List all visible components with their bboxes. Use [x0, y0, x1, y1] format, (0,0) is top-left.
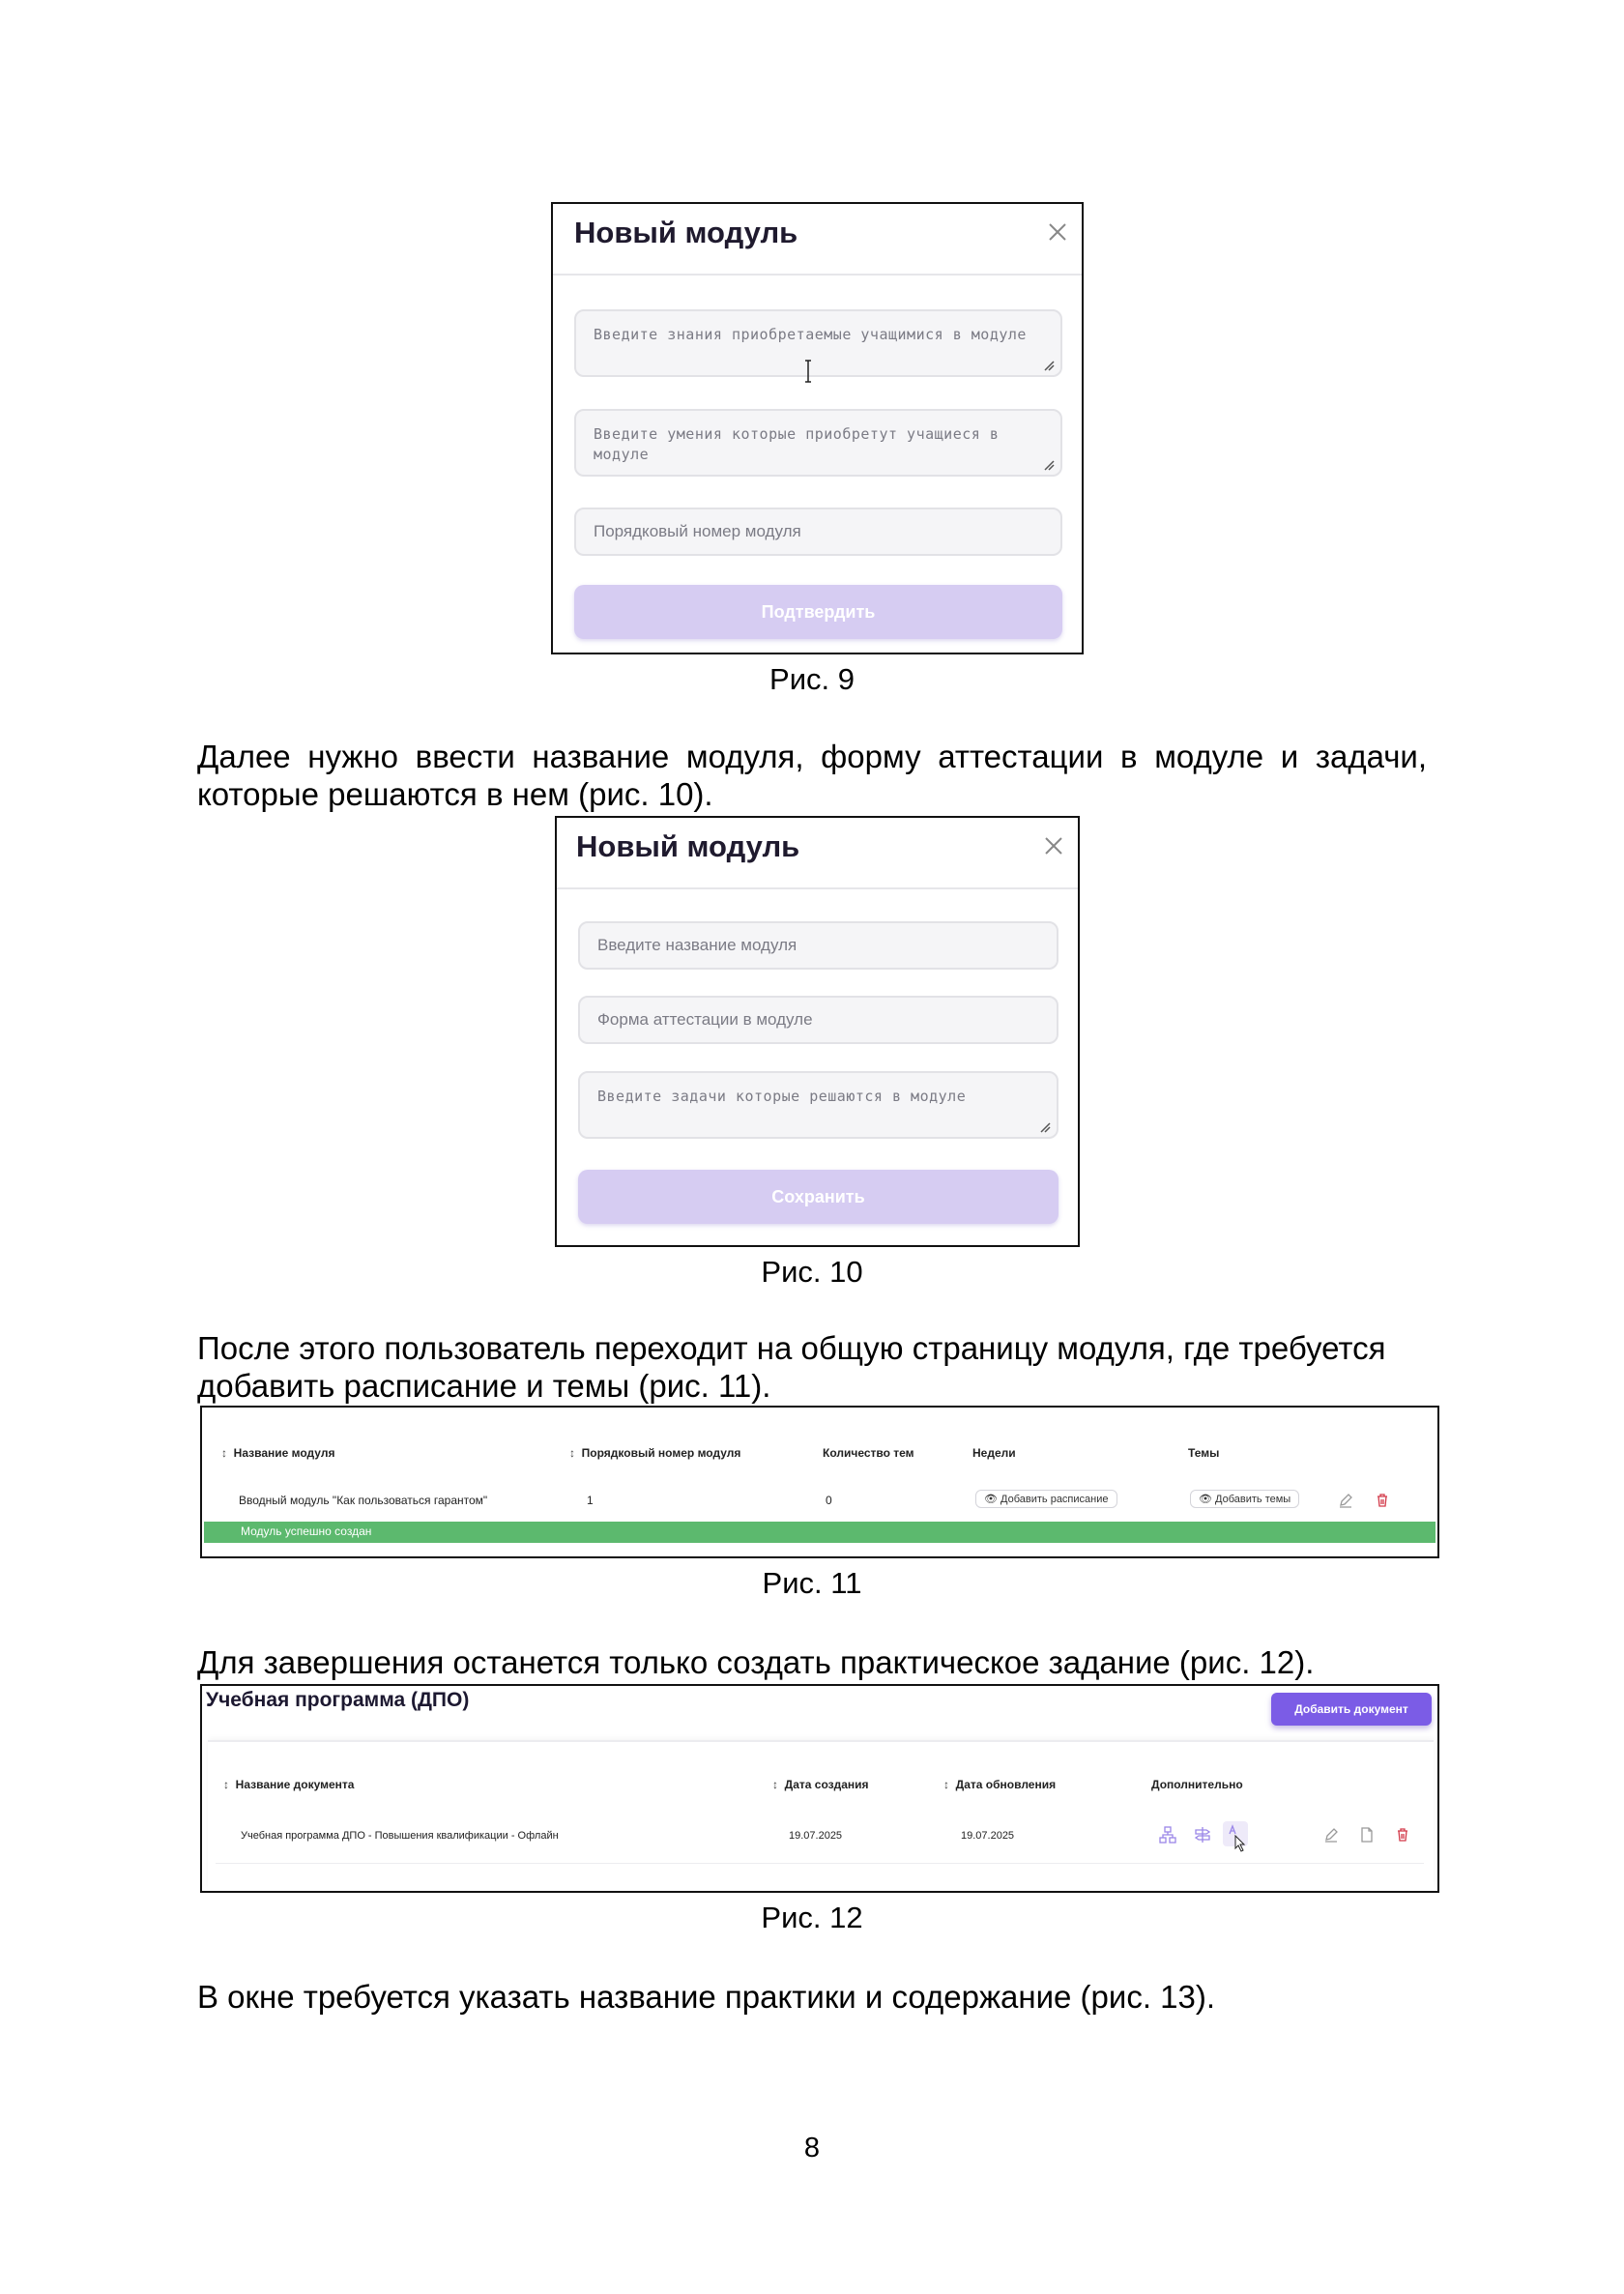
paragraph: В окне требуется указать название практики и содержание (рис. 13). [197, 1979, 1216, 2015]
attestation-input[interactable] [578, 996, 1058, 1044]
fig9-modal [551, 202, 1084, 654]
close-icon[interactable] [1043, 835, 1064, 857]
module-name-input[interactable] [578, 921, 1058, 970]
column-header-order[interactable]: ↕ Порядковый номер модуля [569, 1446, 741, 1460]
resize-handle-icon[interactable] [1043, 459, 1055, 471]
edit-icon[interactable] [1323, 1827, 1339, 1843]
fig10-caption: Рис. 10 [761, 1255, 863, 1289]
fig10-modal [555, 816, 1080, 1247]
document-name-cell[interactable]: Учебная программа ДПО - Повышения квалификации - Офлайн [241, 1830, 559, 1842]
topic-count-cell: 0 [826, 1494, 832, 1507]
edit-icon[interactable] [1338, 1493, 1353, 1508]
fig12-caption: Рис. 12 [761, 1901, 863, 1934]
resize-handle-icon[interactable] [1043, 360, 1055, 371]
column-header-topics: Темы [1188, 1446, 1220, 1460]
column-header-weeks: Недели [972, 1446, 1016, 1460]
add-document-button[interactable]: Добавить документ [1271, 1693, 1432, 1726]
close-icon[interactable] [1047, 221, 1068, 243]
sort-icon: ↕ [223, 1778, 229, 1791]
tasks-textarea[interactable] [578, 1071, 1058, 1139]
fig11-caption: Рис. 11 [762, 1566, 862, 1600]
fig9-caption: Рис. 9 [769, 662, 855, 696]
mouse-pointer-icon [1234, 1835, 1246, 1852]
skills-textarea[interactable] [574, 409, 1062, 477]
resize-handle-icon[interactable] [1039, 1121, 1051, 1133]
skills-placeholder: Введите умения которые приобретут учащиеся в модуле [594, 425, 1000, 463]
knowledge-textarea[interactable] [574, 309, 1062, 377]
divider [557, 887, 1078, 889]
order-number-placeholder: Порядковый номер модуля [594, 522, 801, 540]
tasks-placeholder: Введите задачи которые решаются в модуле [597, 1088, 967, 1105]
document-icon[interactable] [1359, 1827, 1375, 1843]
text-cursor-icon [803, 360, 813, 383]
page-number: 8 [803, 2133, 821, 2163]
column-header-name[interactable]: ↕ Название модуля [221, 1446, 335, 1460]
paragraph: После этого пользователь переходит на общую страницу модуля, где требуется добавить расписание и темы (рис. 11). [197, 1330, 1386, 1404]
module-order-cell: 1 [587, 1494, 594, 1507]
column-header-name[interactable]: ↕ Название документа [223, 1778, 355, 1791]
column-header-created[interactable]: ↕ Дата создания [772, 1778, 869, 1791]
signpost-icon[interactable] [1194, 1826, 1211, 1844]
module-name-placeholder: Введите название модуля [597, 936, 798, 954]
save-button[interactable]: Сохранить [578, 1170, 1058, 1224]
row-divider [216, 1863, 1424, 1864]
paragraph: Далее нужно ввести название модуля, форму аттестации в модуле и задачи, которые решаются в нем (рис. 10). [197, 739, 1427, 812]
updated-date-cell: 19.07.2025 [961, 1830, 1015, 1842]
order-number-input[interactable] [574, 508, 1062, 556]
table-card [208, 1740, 1434, 1889]
column-header-topic-count: Количество тем [823, 1446, 914, 1460]
sort-icon: ↕ [221, 1446, 227, 1460]
column-header-extra: Дополнительно [1151, 1778, 1243, 1791]
success-toast [204, 1522, 1436, 1543]
divider [553, 274, 1082, 276]
knowledge-placeholder: Введите знания приобретаемые учащимися в модуле [594, 326, 1027, 343]
modal-title: Новый модуль [574, 216, 798, 249]
attestation-placeholder: Форма аттестации в модуле [597, 1010, 813, 1029]
paragraph: Для завершения останется только создать практическое задание (рис. 12). [197, 1644, 1315, 1680]
sort-icon: ↕ [569, 1446, 575, 1460]
toast-message: Модуль успешно создан [241, 1524, 372, 1538]
structure-icon[interactable] [1159, 1826, 1176, 1844]
add-topics-button[interactable]: 👁 Добавить темы [1190, 1490, 1299, 1508]
eye-icon: 👁 [1199, 1494, 1212, 1505]
fig11-table [200, 1406, 1439, 1558]
modal-title: Новый модуль [576, 829, 800, 863]
sort-icon: ↕ [943, 1778, 949, 1791]
created-date-cell: 19.07.2025 [789, 1830, 843, 1842]
fig12-table [200, 1684, 1439, 1893]
delete-icon[interactable] [1395, 1827, 1410, 1843]
eye-icon: 👁 [984, 1494, 998, 1505]
add-schedule-button[interactable]: 👁 Добавить расписание [975, 1490, 1117, 1508]
sort-icon: ↕ [772, 1778, 778, 1791]
module-name-cell: Вводный модуль "Как пользоваться гарантом" [239, 1494, 488, 1507]
delete-icon[interactable] [1375, 1493, 1390, 1508]
column-header-updated[interactable]: ↕ Дата обновления [943, 1778, 1057, 1791]
page-title: Учебная программа (ДПО) [206, 1689, 470, 1711]
confirm-button[interactable]: Подтвердить [574, 585, 1062, 639]
